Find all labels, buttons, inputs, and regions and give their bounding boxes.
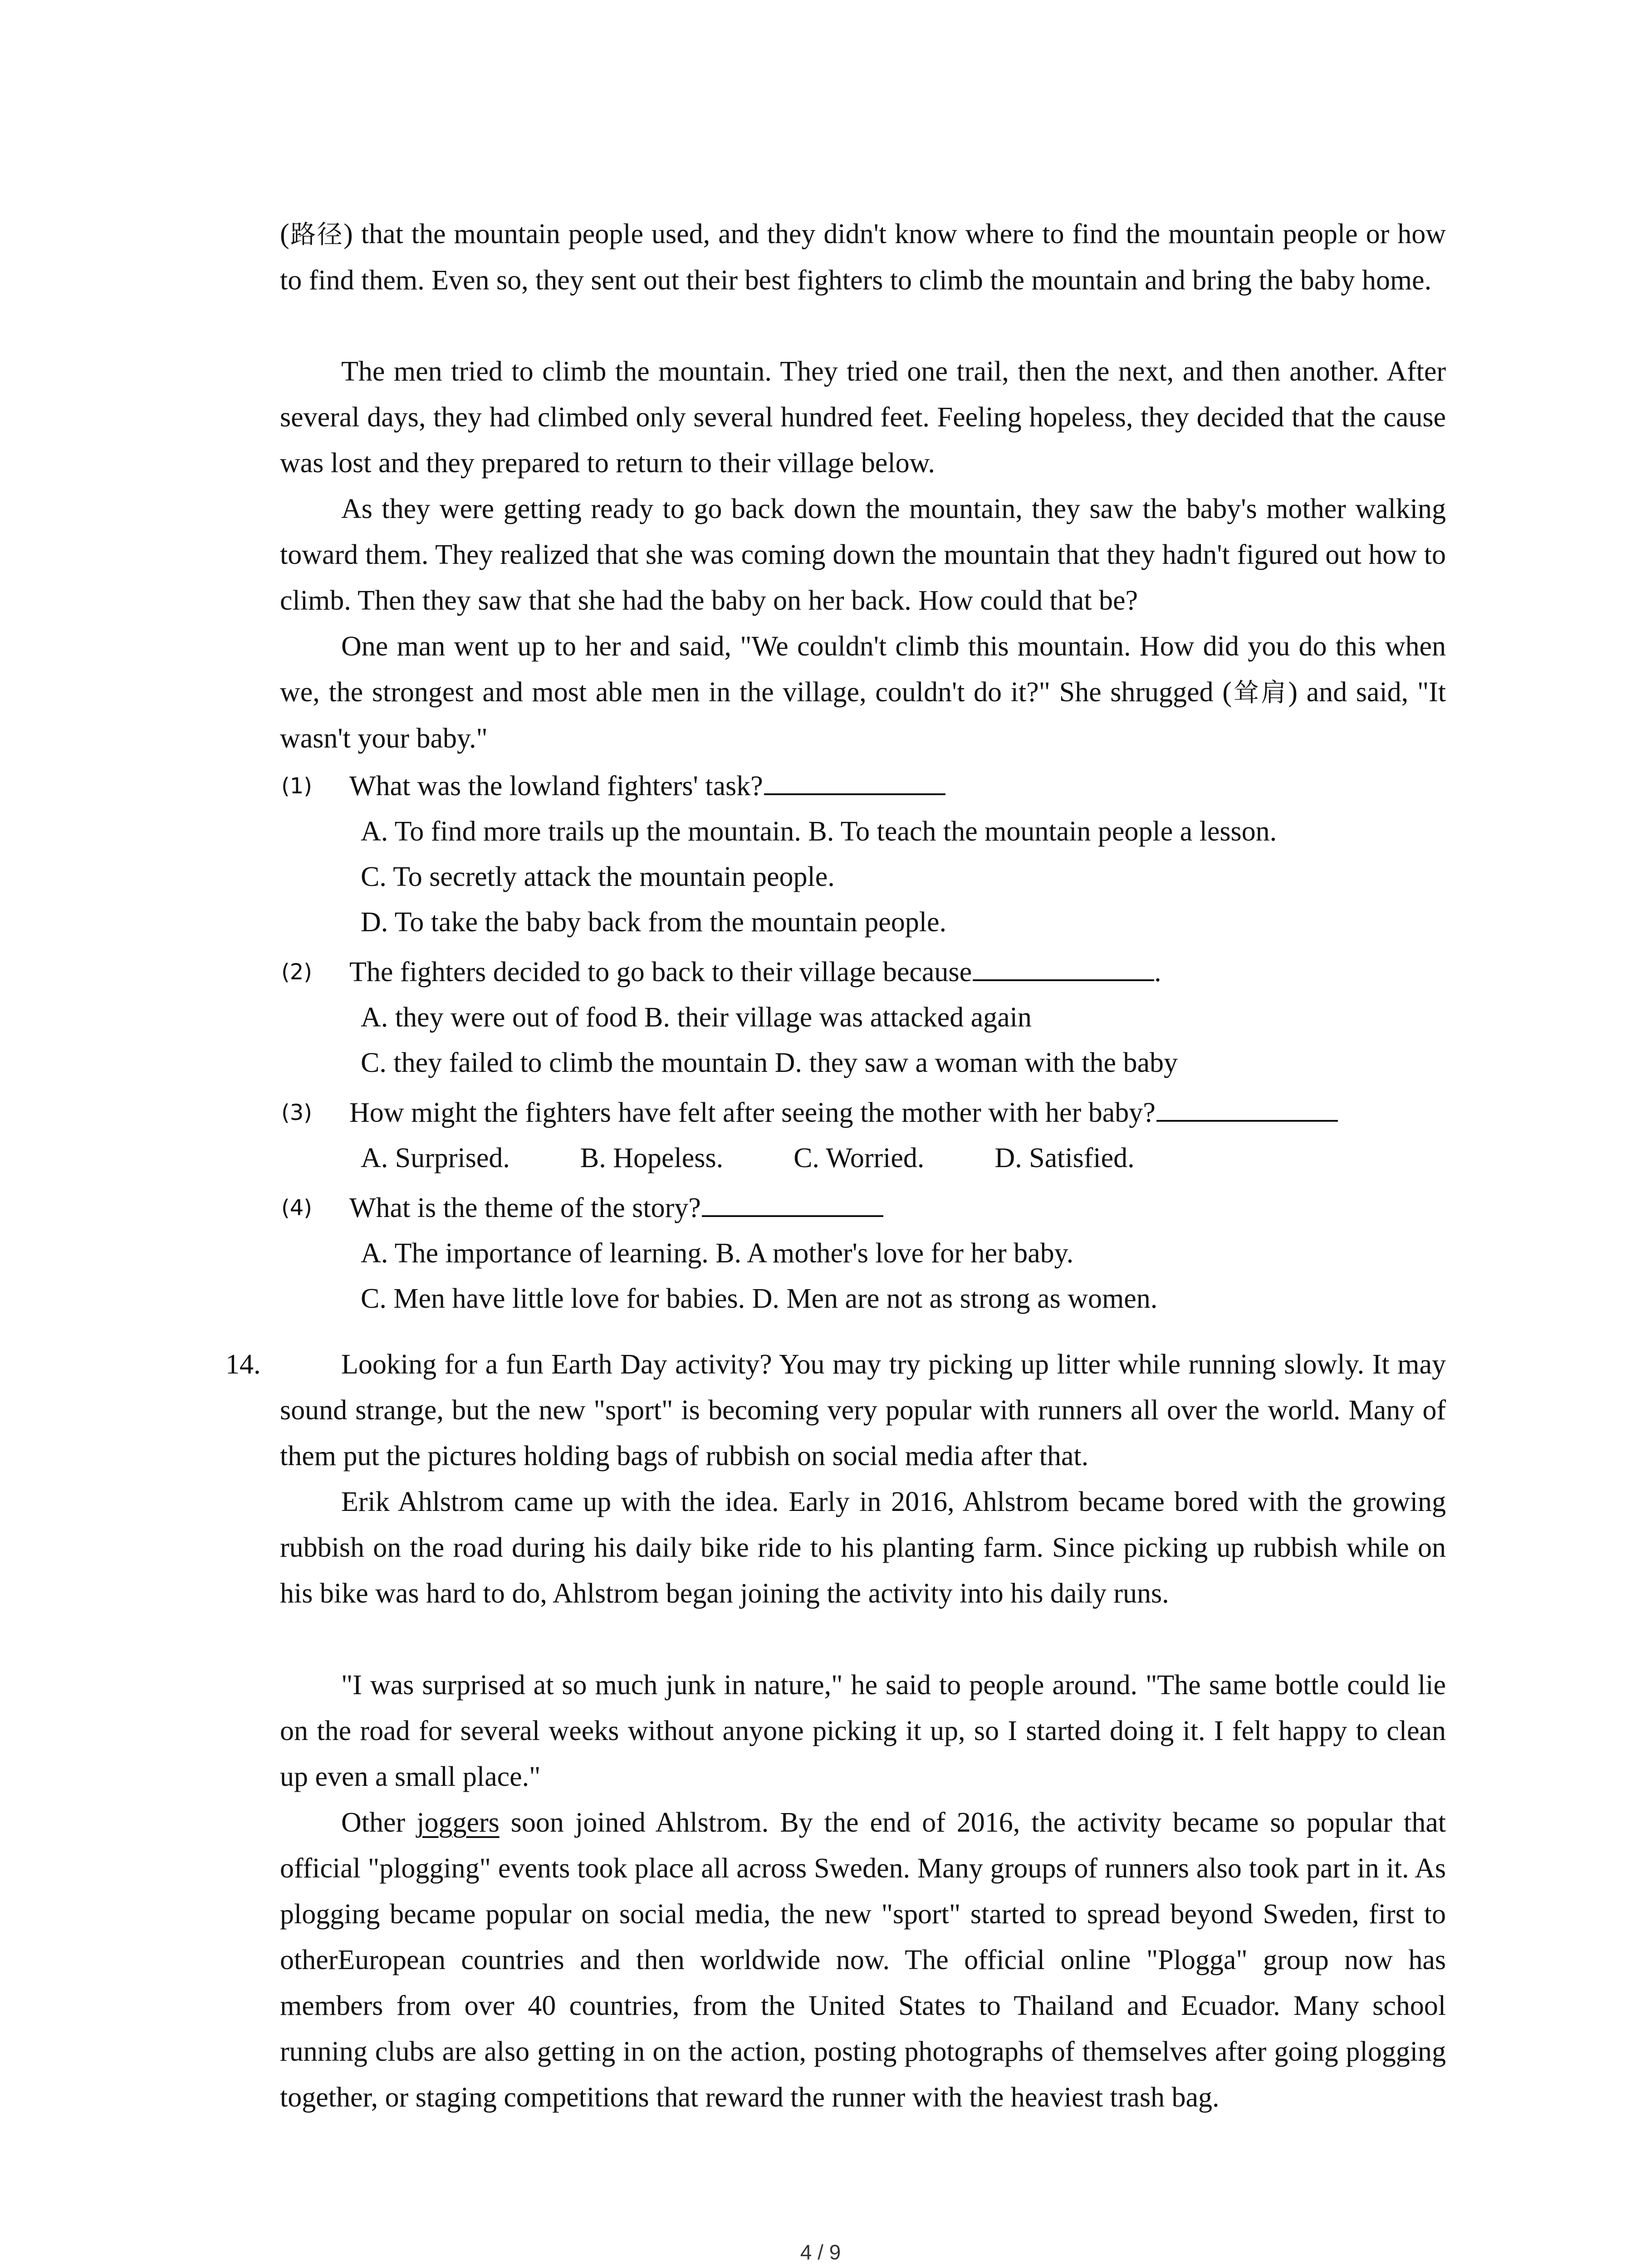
page-number: 4 / 9 [800, 2240, 841, 2264]
answer-blank[interactable] [764, 765, 945, 795]
question-2-options-line: C. they failed to climb the mountain D. they saw a woman with the baby [361, 1047, 1178, 1078]
answer-blank[interactable] [702, 1187, 883, 1217]
question-4-text: What is the theme of the story? [349, 1185, 883, 1231]
passage13-paragraph-2: The men tried to climb the mountain. They tried one trail, then the next, and then another. After several days, they had climbed only several hundred feet. Feeling hopeless, they decided that the cause was lost and they prepared to return to their village below. [280, 356, 1446, 479]
question-number: (4) [281, 1195, 312, 1221]
question-number: (3) [281, 1100, 312, 1125]
question-3-options-line: A. Surprised. B. Hopeless. C. Worried. D. Satisfied. [361, 1143, 1135, 1173]
question-3-text: How might the fighters have felt after seeing the mother with her baby? [349, 1090, 1338, 1136]
question-2-text: The fighters decided to go back to their village because . [349, 949, 1161, 995]
passage-number: 14. [225, 1349, 261, 1380]
question-2-options-line: A. they were out of food B. their village was attacked again [361, 1002, 1032, 1033]
passage14-paragraph-2: Erik Ahlstrom came up with the idea. Early in 2016, Ahlstrom became bored with the growing rubbish on the road during his daily bike ride to his planting farm. Since picking up rubbish while on his bike was hard to do, Ahlstrom began joining the activity into his daily runs. [280, 1486, 1446, 1609]
answer-blank[interactable] [973, 951, 1154, 981]
passage13-paragraph-1: (路径) that the mountain people used, and they didn't know where to find the mountain people or how to find them. Even so, they sent out their best fighters to climb the mountain and bring the baby home. [280, 219, 1446, 296]
question-1-options-line: A. To find more trails up the mountain. B. To teach the mountain people a lesson. [361, 816, 1277, 847]
question-number: (2) [281, 959, 312, 985]
passage14-paragraph-1: Looking for a fun Earth Day activity? You may try picking up litter while running slowly. It may sound strange, but the new "sport" is becoming very popular with runners all over the world. Many of them put the pictures holding bags of rubbish on social media after that. [280, 1349, 1446, 1471]
chinese-gloss: 路径 [289, 220, 344, 249]
passage13-paragraph-4: One man went up to her and said, "We couldn't climb this mountain. How did you do this when we, the strongest and most able men in the village, couldn't do it?" She shrugged (耸肩) and said, "It wasn't your baby." [280, 631, 1446, 754]
question-1-text: What was the lowland fighters' task? [349, 763, 945, 809]
answer-blank[interactable] [1156, 1092, 1338, 1122]
question-4-options-line: C. Men have little love for babies. D. Men are not as strong as women. [361, 1283, 1158, 1314]
passage14-paragraph-4: Other joggers soon joined Ahlstrom. By the end of 2016, the activity became so popular that official "plogging" events took place all across Sweden. Many groups of runners also took part in it. As plogging became popular on social media, the new "sport" started to spread beyond Sweden, first to otherEuropean countries and then worldwide now. The official online "Plogga" group now has members from over 40 countries, from the United States to Thailand and Ecuador. Many school running clubs are also getting in on the action, posting photographs of themselves after going plogging together, or staging competitions that reward the runner with the heaviest trash bag. [280, 1807, 1446, 2113]
question-number: (1) [281, 773, 312, 799]
passage13-paragraph-3: As they were getting ready to go back down the mountain, they saw the baby's mother walking toward them. They realized that she was coming down the mountain that they hadn't figured out how to climb. Then they saw that she had the baby on her back. How could that be? [280, 494, 1446, 616]
underlined-word: joggers [416, 1807, 500, 1838]
question-1-option: C. To secretly attack the mountain people. [361, 861, 835, 892]
chinese-gloss: 耸肩 [1231, 678, 1288, 708]
question-4-options-line: A. The importance of learning. B. A mother's love for her baby. [361, 1238, 1074, 1269]
question-1-option: D. To take the baby back from the mountain people. [361, 907, 946, 938]
passage14-paragraph-3: "I was surprised at so much junk in nature," he said to people around. "The same bottle could lie on the road for several weeks without anyone picking it up, so I started doing it. I felt happy to clean up even a small place." [280, 1670, 1446, 1792]
